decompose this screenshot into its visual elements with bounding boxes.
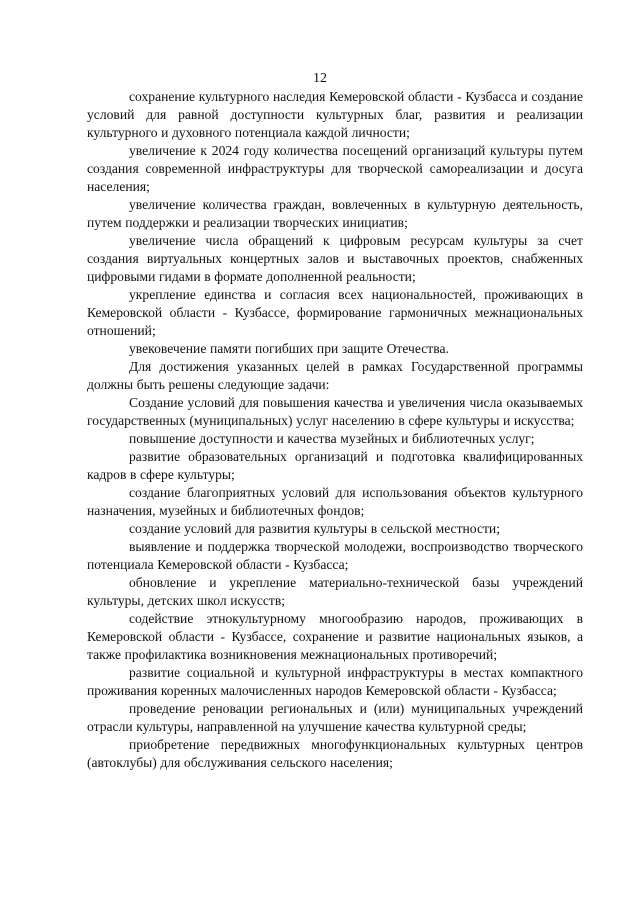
paragraph: Создание условий для повышения качества и увеличения числа оказываемых государственных (муниципальных) услуг населению в сфере культуры и искусства;	[87, 395, 583, 428]
paragraph: развитие социальной и культурной инфраструктуры в местах компактного проживания коренных малочисленных народов Кемеровской области - Кузбасса;	[87, 665, 583, 698]
page-number: 12	[313, 71, 327, 86]
paragraph: обновление и укрепление материально-технической базы учреждений культуры, детских школ искусств;	[87, 575, 583, 608]
paragraph: выявление и поддержка творческой молодежи, воспроизводство творческого потенциала Кемеровской области - Кузбасса;	[87, 539, 583, 572]
paragraph: проведение реновации региональных и (или) муниципальных учреждений отрасли культуры, направленной на улучшение качества культурной среды;	[87, 701, 583, 734]
document-body	[87, 88, 583, 772]
paragraph: содействие этнокультурному многообразию народов, проживающих в Кемеровской области - Кузбассе, сохранение и развитие национальных языков, а также профилактика возникновения межнациональных противоречий;	[87, 611, 583, 662]
paragraph: создание благоприятных условий для использования объектов культурного назначения, музейных и библиотечных фондов;	[87, 485, 583, 518]
paragraph: развитие образовательных организаций и подготовка квалифицированных кадров в сфере культуры;	[87, 449, 583, 482]
paragraph: сохранение культурного наследия Кемеровской области - Кузбасса и создание условий для равной доступности культурных благ, развития и реализации культурного и духовного потенциала каждой личности;	[87, 89, 583, 140]
paragraph: приобретение передвижных многофункциональных культурных центров (автоклубы) для обслуживания сельского населения;	[87, 737, 583, 770]
paragraph: увеличение числа обращений к цифровым ресурсам культуры за счет создания виртуальных концертных залов и выставочных проектов, снабженных цифровыми гидами в формате дополненной реальности;	[87, 233, 583, 284]
paragraph: увеличение количества граждан, вовлеченных в культурную деятельность, путем поддержки и реализации творческих инициатив;	[87, 197, 583, 230]
paragraph: укрепление единства и согласия всех национальностей, проживающих в Кемеровской области - Кузбассе, формирование гармоничных межнациональных отношений;	[87, 287, 583, 338]
paragraph: увеличение к 2024 году количества посещений организаций культуры путем создания современной инфраструктуры для творческой самореализации и досуга населения;	[87, 143, 583, 194]
paragraph: создание условий для развития культуры в сельской местности;	[129, 521, 500, 536]
paragraph: повышение доступности и качества музейных и библиотечных услуг;	[129, 431, 535, 446]
paragraph: Для достижения указанных целей в рамках Государственной программы должны быть решены следующие задачи:	[87, 359, 583, 392]
paragraph: увековечение памяти погибших при защите Отечества.	[129, 341, 449, 356]
